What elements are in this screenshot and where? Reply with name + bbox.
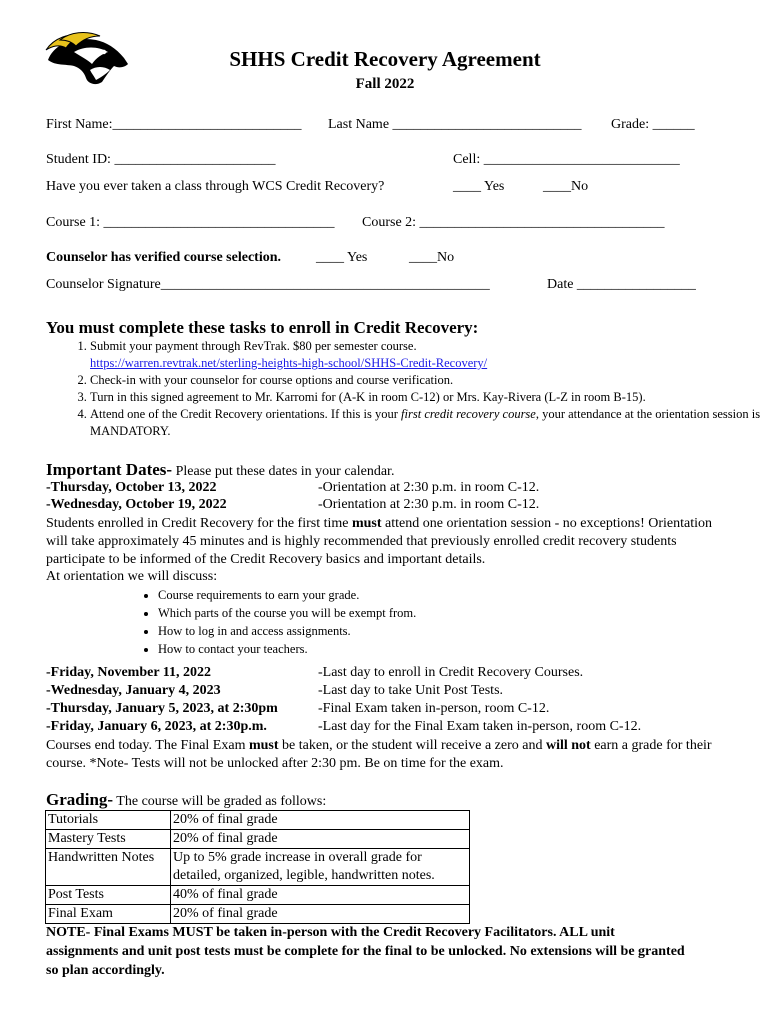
orientation-paragraph-bold: must <box>351 516 382 531</box>
tasks-heading: You must complete these tasks to enroll in Credit Recovery: <box>46 318 479 337</box>
final-exam-bold-must: must <box>248 738 279 753</box>
grading-item: Post Tests <box>46 886 171 905</box>
grading-table <box>45 810 470 924</box>
orientation1-date: -Thursday, October 13, 2022 <box>46 480 217 495</box>
grading-weight: 40% of final grade <box>171 886 470 905</box>
deadline2-desc: -Last day to take Unit Post Tests. <box>318 683 504 698</box>
taken-before-question: Have you ever taken a class through WCS Credit Recovery? <box>46 179 385 194</box>
final-exam-text-end: earn a grade for their course. *Note- Tests will not be unlocked after 2:30 pm. Be on time for the exam. <box>46 738 712 771</box>
deadline3-date: -Thursday, January 5, 2023, at 2:30pm <box>46 701 278 716</box>
table-row <box>46 830 470 849</box>
grade-field[interactable]: Grade: ______ <box>611 117 695 132</box>
orientation1-desc: -Orientation at 2:30 p.m. in room C-12. <box>318 480 540 495</box>
dates-heading: Important Dates- <box>46 460 173 479</box>
grading-weight: 20% of final grade <box>171 830 470 849</box>
orientation2-date: -Wednesday, October 19, 2022 <box>46 497 227 512</box>
task-orientation-text-end: , your attendance at the orientation session is MANDATORY. <box>90 407 761 438</box>
orientation2-desc: -Orientation at 2:30 p.m. in room C-12. <box>318 497 540 512</box>
grading-item: Handwritten Notes <box>46 849 171 886</box>
revtrak-link[interactable]: https://warren.revtrak.net/sterling-heights-high-school/SHHS-Credit-Recovery/ <box>90 356 488 370</box>
orientation-paragraph-text: Students enrolled in Credit Recovery for the first time <box>46 516 352 531</box>
student-id-field[interactable]: Student ID: _______________________ <box>46 152 276 167</box>
taken-before-no[interactable]: ____No <box>543 179 589 194</box>
task-checkin-text: Check-in with your counselor for course options and course verification. <box>90 373 454 387</box>
deadline1-desc: -Last day to enroll in Credit Recovery Courses. <box>318 665 584 680</box>
task-item <box>90 389 770 406</box>
table-row <box>46 905 470 924</box>
final-exam-paragraph <box>46 737 736 773</box>
task-orientation-emphasis: first credit recovery course <box>401 407 536 421</box>
discuss-label: At orientation we will discuss: <box>46 569 218 584</box>
task-item <box>90 338 770 372</box>
grading-heading: Grading- <box>46 790 114 809</box>
discuss-item: • Which parts of the course you will be exempt from. <box>158 604 416 622</box>
grading-item: Tutorials <box>46 811 171 830</box>
deadline3-desc: -Final Exam taken in-person, room C-12. <box>318 701 550 716</box>
date-field[interactable]: Date _________________ <box>547 277 696 292</box>
orientation-paragraph <box>46 515 736 569</box>
grading-item: Mastery Tests <box>46 830 171 849</box>
discuss-item: • How to contact your teachers. <box>158 640 416 658</box>
counselor-verified-label: Counselor has verified course selection. <box>46 250 281 265</box>
taken-before-yes[interactable]: ____ Yes <box>453 179 505 194</box>
deadline4-date: -Friday, January 6, 2023, at 2:30p.m. <box>46 719 267 734</box>
final-exam-text-mid: be taken, or the student will receive a zero and <box>278 738 546 753</box>
course1-field[interactable]: Course 1: _________________________________ <box>46 215 335 230</box>
task-item <box>90 406 770 440</box>
final-exam-text: Courses end today. The Final Exam <box>46 738 249 753</box>
grading-item: Final Exam <box>46 905 171 924</box>
task-turnin-text: Turn in this signed agreement to Mr. Karromi for (A-K in room C-12) or Mrs. Kay-Rivera (L-Z in room B-15). <box>90 390 646 404</box>
counselor-verified-yes[interactable]: ____ Yes <box>316 250 368 265</box>
cell-field[interactable]: Cell: ____________________________ <box>453 152 680 167</box>
task-item <box>90 372 770 389</box>
table-row <box>46 849 470 886</box>
task-payment-text: Submit your payment through RevTrak. $80 per semester course. <box>90 339 417 353</box>
task-orientation-text: Attend one of the Credit Recovery orientations. If this is your <box>90 407 402 421</box>
discuss-item: • Course requirements to earn your grade. <box>158 586 416 604</box>
counselor-signature-field[interactable]: Counselor Signature_______________________________________________ <box>46 277 490 292</box>
table-row <box>46 886 470 905</box>
dates-heading-note: Please put these dates in your calendar. <box>172 464 395 479</box>
grading-weight: 20% of final grade <box>171 905 470 924</box>
course2-field[interactable]: Course 2: ___________________________________ <box>362 215 665 230</box>
first-name-field[interactable]: First Name:___________________________ <box>46 117 302 132</box>
deadline2-date: -Wednesday, January 4, 2023 <box>46 683 221 698</box>
final-exam-note: NOTE- Final Exams MUST be taken in-person with the Credit Recovery Facilitators. ALL unit assignments and unit post tests must be complete for the final to be unlocked. No extensions will be granted so plan accordingly. <box>46 925 685 978</box>
page-subtitle: Fall 2022 <box>355 76 415 92</box>
deadline1-date: -Friday, November 11, 2022 <box>46 665 212 680</box>
grading-weight: 20% of final grade <box>171 811 470 830</box>
last-name-field[interactable]: Last Name ___________________________ <box>328 117 582 132</box>
discuss-item: • How to log in and access assignments. <box>158 622 416 640</box>
orientation-paragraph-text-end: attend one orientation session - no exceptions! Orientation will take approximately 45 minutes and is highly recommended that previously enrolled credit recovery students participate to be informed of the Credit Recovery basics and important details. <box>46 516 713 567</box>
table-row <box>46 811 470 830</box>
page-title: SHHS Credit Recovery Agreement <box>229 47 541 71</box>
deadline4-desc: -Last day for the Final Exam taken in-person, room C-12. <box>318 719 642 734</box>
grading-heading-note: The course will be graded as follows: <box>113 794 327 809</box>
tasks-list <box>46 338 770 440</box>
discuss-list <box>46 586 416 658</box>
grading-weight: Up to 5% grade increase in overall grade for detailed, organized, legible, handwritten notes. <box>171 849 470 886</box>
final-exam-bold-will-not: will not <box>545 738 591 753</box>
counselor-verified-no[interactable]: ____No <box>409 250 455 265</box>
